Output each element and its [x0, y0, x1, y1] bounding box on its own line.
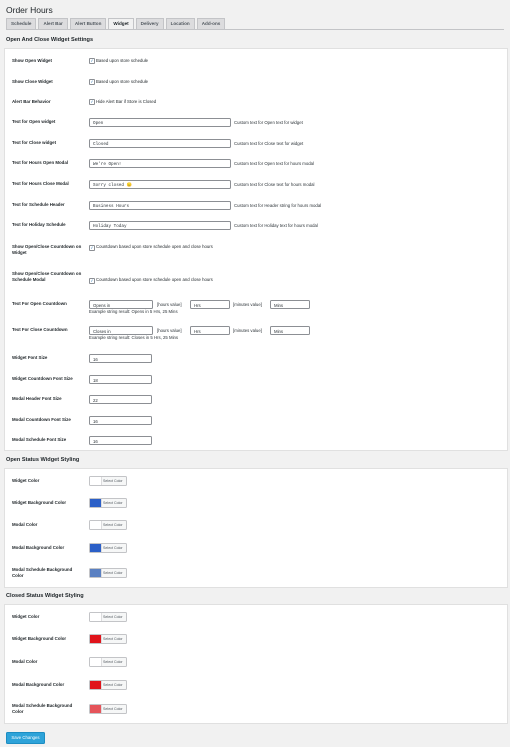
open-countdown-example: Example string result: Opens in 5 Hrs, 25 Mins: [89, 309, 178, 314]
close-countdown-mins-input[interactable]: Mins: [270, 326, 310, 335]
open-modal-schedule-bg-color-label: Modal Schedule Background Color: [12, 567, 73, 578]
closed-modal-schedule-bg-color-picker[interactable]: [89, 704, 127, 714]
schedule-header-help: Custom text for Header string for hours modal: [234, 202, 322, 208]
open-widget-color-picker[interactable]: [89, 476, 127, 486]
hours-close-modal-help: Custom text for Close text for hours modal: [234, 181, 315, 187]
open-widget-text-help: Custom text for Open text for widget: [234, 119, 303, 125]
select-color-label: Select Color: [103, 683, 123, 687]
closed-modal-bg-color-label: Modal Background Color: [12, 682, 65, 687]
countdown-modal-checkbox[interactable]: ✓: [90, 278, 94, 283]
color-swatch: [90, 658, 102, 666]
modal-countdown-font-size-input[interactable]: 16: [89, 416, 152, 425]
show-open-widget-label: Show Open Widget: [12, 58, 52, 63]
section-title-open-status-styling: Open Status Widget Styling: [6, 457, 80, 463]
modal-schedule-font-size-input[interactable]: 16: [89, 436, 152, 445]
closed-modal-bg-color-picker[interactable]: [89, 680, 127, 690]
tab-widget[interactable]: Widget: [108, 18, 133, 29]
modal-header-font-size-label: Modal Header Font Size: [12, 396, 62, 401]
color-swatch: [90, 544, 102, 552]
page-title: Order Hours: [6, 5, 53, 15]
holiday-schedule-label: Text for Holiday Schedule: [12, 222, 66, 227]
hours-open-modal-help: Custom text for Open text for hours modal: [234, 160, 315, 166]
section-title-closed-status-styling: Closed Status Widget Styling: [6, 593, 84, 599]
open-status-styling-panel: [4, 468, 508, 588]
select-color-label: Select Color: [103, 571, 123, 575]
close-countdown-hours-label: [hours value]: [157, 327, 182, 333]
open-modal-bg-color-picker[interactable]: [89, 543, 127, 553]
save-changes-button[interactable]: Save Changes: [6, 732, 45, 744]
close-countdown-minutes-label: [minutes value]: [233, 327, 262, 333]
alert-bar-behavior-label: Alert Bar Behavior: [12, 99, 51, 104]
countdown-widget-label: Show Open/Close Countdown on Widget: [12, 244, 82, 255]
close-countdown-prefix-input[interactable]: Closes in: [89, 326, 153, 335]
schedule-header-input[interactable]: Business Hours: [89, 201, 231, 210]
tab-schedule[interactable]: Schedule: [6, 18, 36, 29]
open-countdown-label: Text For Open Countdown: [12, 301, 67, 306]
countdown-modal-label: Show Open/Close Countdown on Schedule Modal: [12, 271, 82, 282]
holiday-schedule-help: Custom text for Holiday text for hours modal: [234, 222, 318, 228]
show-close-widget-text: Based upon store schedule: [96, 79, 149, 84]
open-countdown-hours-label: [hours value]: [157, 301, 182, 307]
widget-font-size-label: Widget Font Size: [12, 355, 48, 360]
tab-add-ons[interactable]: Add-ons: [197, 18, 226, 29]
settings-tabs: [6, 18, 225, 29]
tab-delivery[interactable]: Delivery: [136, 18, 164, 29]
open-widget-bg-color-picker[interactable]: [89, 498, 127, 508]
closed-modal-color-picker[interactable]: [89, 657, 127, 667]
widget-countdown-font-size-input[interactable]: 18: [89, 375, 152, 384]
section-title-widget-settings: Open And Close Widget Settings: [6, 37, 94, 43]
color-swatch: [90, 477, 102, 485]
select-color-label: Select Color: [103, 615, 123, 619]
widget-settings-panel: [4, 48, 508, 451]
modal-countdown-font-size-label: Modal Countdown Font Size: [12, 417, 71, 422]
closed-widget-bg-color-label: Widget Background Color: [12, 636, 67, 641]
color-swatch: [90, 635, 102, 643]
color-swatch: [90, 569, 102, 577]
countdown-widget-text: Countdown based upon store schedule open and close hours: [96, 244, 213, 249]
open-countdown-minutes-label: [minutes value]: [233, 301, 262, 307]
close-widget-text-help: Custom text for Close text for widget: [234, 140, 304, 146]
hours-close-modal-input[interactable]: Sorry closed 😞: [89, 180, 231, 189]
closed-status-styling-panel: [4, 604, 508, 724]
schedule-header-label: Text for Schedule Header: [12, 202, 65, 207]
show-close-widget-checkbox[interactable]: ✓: [90, 79, 94, 84]
open-widget-bg-color-label: Widget Background Color: [12, 500, 67, 505]
close-countdown-hrs-input[interactable]: Hrs: [190, 326, 230, 335]
select-color-label: Select Color: [103, 637, 123, 641]
modal-schedule-font-size-label: Modal Schedule Font Size: [12, 437, 67, 442]
holiday-schedule-input[interactable]: Holiday Today: [89, 221, 231, 230]
widget-countdown-font-size-label: Widget Countdown Font Size: [12, 376, 73, 381]
tab-divider: [6, 29, 504, 30]
open-widget-text-input[interactable]: Open: [89, 118, 231, 127]
open-widget-color-label: Widget Color: [12, 478, 40, 483]
open-modal-color-label: Modal Color: [12, 522, 38, 527]
select-color-label: Select Color: [103, 660, 123, 664]
open-widget-text-label: Text for Open widget: [12, 119, 56, 124]
select-color-label: Select Color: [103, 707, 123, 711]
select-color-label: Select Color: [103, 501, 123, 505]
alert-bar-behavior-text: Hide Alert Bar if Store is Closed: [96, 99, 157, 104]
closed-widget-bg-color-picker[interactable]: [89, 634, 127, 644]
close-countdown-label: Text For Close Countdown: [12, 327, 68, 332]
select-color-label: Select Color: [103, 523, 123, 527]
closed-widget-color-picker[interactable]: [89, 612, 127, 622]
show-open-widget-checkbox[interactable]: ✓: [90, 58, 94, 63]
widget-font-size-input[interactable]: 16: [89, 354, 152, 363]
hours-open-modal-label: Text for Hours Open Modal: [12, 160, 69, 165]
open-modal-color-picker[interactable]: [89, 520, 127, 530]
tab-alert-button[interactable]: Alert Button: [70, 18, 107, 29]
show-close-widget-label: Show Close Widget: [12, 79, 53, 84]
open-countdown-mins-input[interactable]: Mins: [270, 300, 310, 309]
color-swatch: [90, 613, 102, 621]
alert-bar-behavior-checkbox[interactable]: ✓: [90, 99, 94, 104]
color-swatch: [90, 499, 102, 507]
close-widget-text-input[interactable]: Closed: [89, 139, 231, 148]
tab-location[interactable]: Location: [166, 18, 195, 29]
open-countdown-hrs-input[interactable]: Hrs: [190, 300, 230, 309]
open-countdown-prefix-input[interactable]: Opens in: [89, 300, 153, 309]
hours-open-modal-input[interactable]: We're Open!: [89, 159, 231, 168]
close-countdown-example: Example string result: Closes in 5 Hrs, 25 Mins: [89, 335, 179, 340]
color-swatch: [90, 521, 102, 529]
hours-close-modal-label: Text for Hours Close Modal: [12, 181, 69, 186]
select-color-label: Select Color: [103, 479, 123, 483]
closed-modal-color-label: Modal Color: [12, 659, 38, 664]
close-widget-text-label: Text for Close widget: [12, 140, 57, 145]
countdown-widget-checkbox[interactable]: ✓: [90, 245, 94, 250]
modal-header-font-size-input[interactable]: 22: [89, 395, 152, 404]
countdown-modal-text: Countdown based upon store schedule open and close hours: [96, 277, 213, 282]
color-swatch: [90, 705, 102, 713]
show-open-widget-text: Based upon store schedule: [96, 58, 149, 63]
open-modal-schedule-bg-color-picker[interactable]: [89, 568, 127, 578]
select-color-label: Select Color: [103, 546, 123, 550]
color-swatch: [90, 681, 102, 689]
closed-modal-schedule-bg-color-label: Modal Schedule Background Color: [12, 703, 73, 714]
closed-widget-color-label: Widget Color: [12, 614, 40, 619]
tab-alert-bar[interactable]: Alert Bar: [38, 18, 67, 29]
open-modal-bg-color-label: Modal Background Color: [12, 545, 65, 550]
